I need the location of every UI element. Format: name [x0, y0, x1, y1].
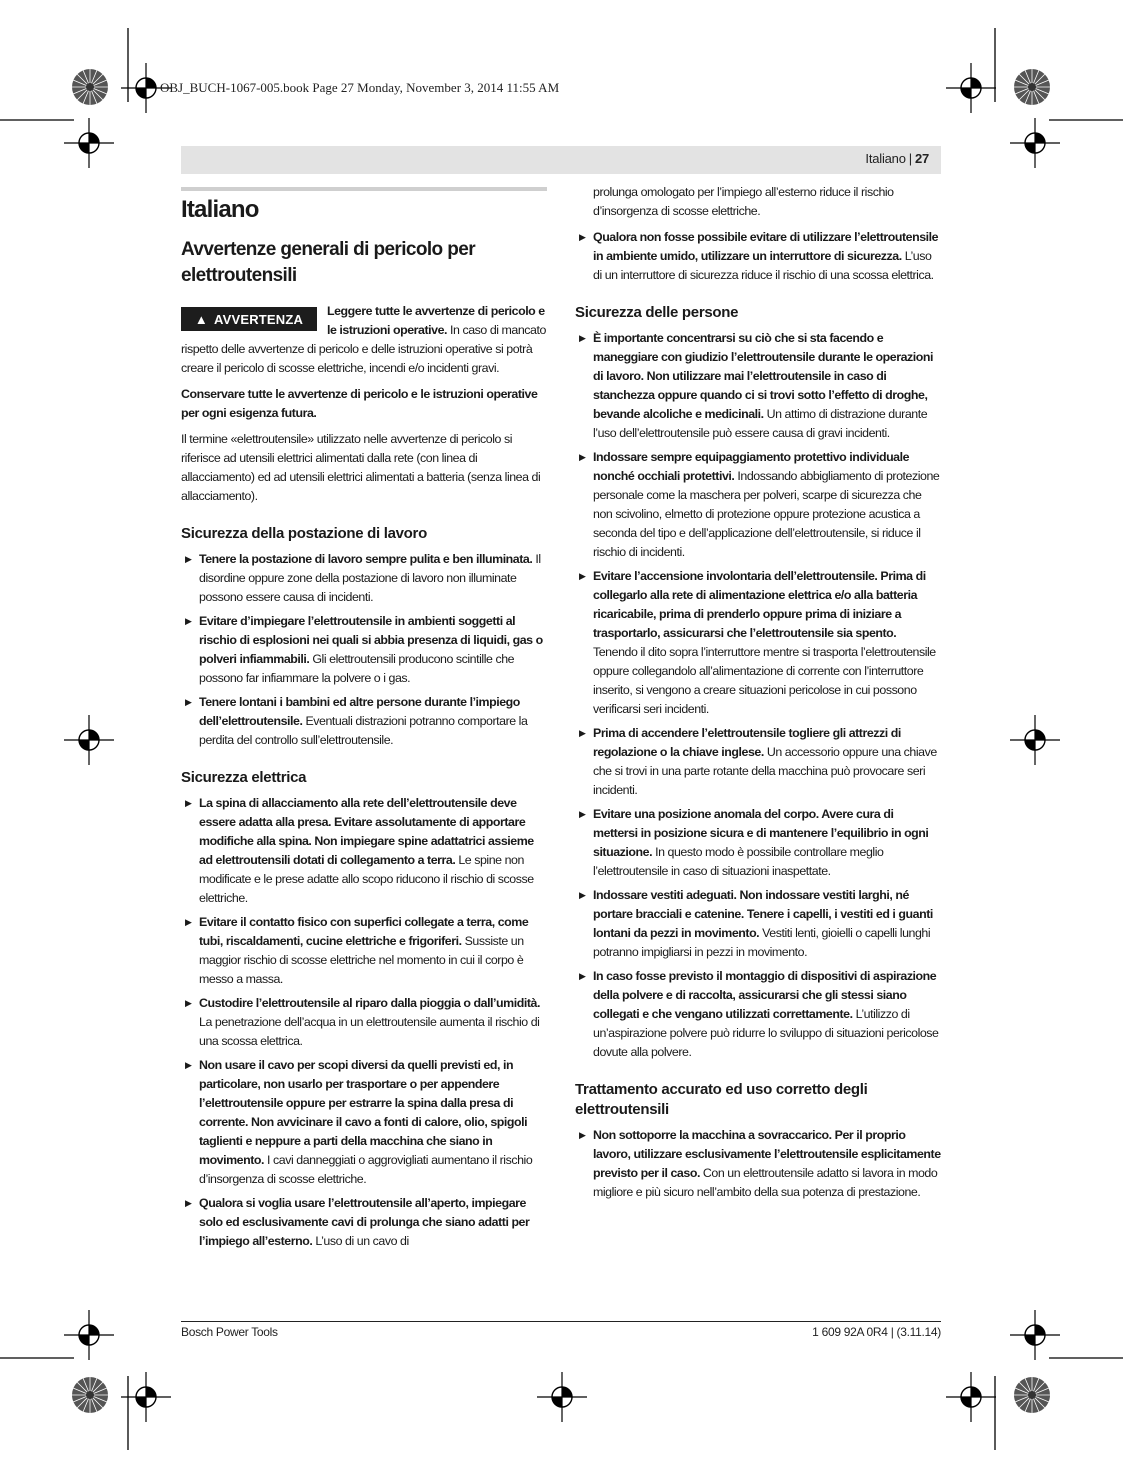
footer-doc-number: 1 609 92A 0R4 | (3.11.14) [812, 1325, 941, 1339]
item-text: Gli elettroutensili producono scintille che possono far infiammare la polvere o i gas. [199, 652, 515, 685]
registration-target-icon [1010, 1310, 1060, 1360]
list-item [575, 805, 941, 881]
list-item [181, 550, 547, 607]
footer-rule [181, 1321, 941, 1322]
workplace-safety-title: Sicurezza della postazione di lavoro [181, 525, 427, 542]
list-item [181, 693, 547, 750]
color-star-target-icon [1012, 67, 1052, 107]
item-bold: Indossare sempre equipaggiamento protettivo individuale nonché occhiali protettivi. [593, 450, 910, 483]
registration-target-icon [537, 1372, 587, 1422]
item-bold: Non usare il cavo per scopi diversi da quelli previsti ed, in particolare, non usarlo per trasportare o per appendere l’elettroutensile oppure per estrarre la spina dalla presa di corrente. Non avvicinare il cavo a fonti di calore, olio, spigoli taglienti e neppure a parti della macchina che siano in movimento. [199, 1058, 528, 1167]
list-item [181, 794, 547, 908]
list-item [575, 886, 941, 962]
title-rule [181, 187, 547, 191]
warning-bold: Leggere tutte le avvertenze di pericolo e le istruzioni operative. [327, 304, 545, 337]
item-text: Un accessorio oppure una chiave che si trovi in una parte rotante della macchina può provocare seri incidenti. [593, 745, 937, 797]
item-bold: Tenere lontani i bambini ed altre persone durante l’impiego dell’elettroutensile. [199, 695, 520, 728]
warning-badge [181, 307, 317, 331]
item-bold: La spina di allacciamento alla rete dell’elettroutensile deve essere adatta alla presa. Evitare assolutamente di apportare modifiche alla spina. Non impiegare spine adattatrici assieme ad elettroutensili dotati di collegamento a terra. [199, 796, 534, 867]
continued-text: prolunga omologato per l’impiego all’esterno riduce il rischio d’insorgenza di scosse elettriche. [593, 185, 894, 218]
list-item [181, 612, 547, 688]
item-text: Le spine non modificate e le prese adatte allo scopo riducono il rischio di scosse elettriche. [199, 853, 534, 905]
item-bold: Custodire l’elettroutensile al riparo dalla pioggia o dall’umidità. [199, 996, 540, 1010]
list-item [575, 1126, 941, 1202]
page-title: Italiano [181, 196, 259, 223]
list-item [181, 1056, 547, 1189]
item-bold: Evitare l’accensione involontaria dell’elettroutensile. Prima di collegarlo alla rete di alimentazione elettrica e/o alla batteria ricaricabile, prima di prenderlo oppure prima di iniziare a trasportarlo, assicurarsi che l’elettroutensile sia spento. [593, 569, 926, 640]
list-item [181, 994, 547, 1051]
warning-label: AVVERTENZA [213, 311, 304, 327]
registration-target-icon [64, 118, 114, 168]
item-text: L’uso di un interruttore di sicurezza riduce il rischio di una scossa elettrica. [593, 249, 934, 282]
registration-target-icon [1010, 715, 1060, 765]
color-star-target-icon [1012, 1375, 1052, 1415]
footer-brand: Bosch Power Tools [181, 1325, 278, 1339]
personal-safety-title: Sicurezza delle persone [575, 304, 739, 321]
handling-title: Trattamento accurato ed uso corretto degli elettroutensili [575, 1081, 868, 1118]
list-item [575, 228, 941, 285]
item-text: Il disordine oppure zone della postazione di lavoro non illuminate possono essere causa di incidenti. [199, 552, 541, 604]
term-definition-note: Il termine «elettroutensile» utilizzato nelle avvertenze di pericolo si riferisce ad utensili elettrici alimentati dalla rete (con linea di allacciamento) ed ad utensili elettrici alimentati a batteria (senza linea di allacciamento). [181, 432, 541, 503]
page-number: 27 [914, 151, 929, 166]
list-item [575, 448, 941, 562]
keep-instructions-note: Conservare tutte le avvertenze di pericolo e le istruzioni operative per ogni esigenza futura. [181, 387, 538, 420]
list-item [575, 724, 941, 800]
item-bold: Indossare vestiti adeguati. Non indossare vestiti larghi, né portare bracciali e catenine. Tenere i capelli, i vestiti ed i guanti lontani da pezzi in movimento. [593, 888, 933, 940]
registration-target-icon [1010, 118, 1060, 168]
header-separator: | [908, 151, 912, 166]
item-text: Eventuali distrazioni potranno comportare la perdita del controllo sull’elettroutensile. [199, 714, 528, 747]
item-text: Sussiste un maggior rischio di scosse elettriche nel momento in cui il corpo è messo a massa. [199, 934, 524, 986]
section-title: Avvertenze generali di pericolo per elettroutensili [181, 239, 476, 286]
list-item [575, 967, 941, 1062]
item-bold: Evitare una posizione anomala del corpo. Avere cura di mettersi in posizione sicura e di mantenere l’equilibrio in ogni situazione. [593, 807, 929, 859]
list-item [575, 329, 941, 443]
registration-target-icon [121, 1372, 171, 1422]
header-language: Italiano [865, 151, 906, 166]
list-item [181, 1194, 547, 1251]
item-text: Con un elettroutensile adatto si lavora in modo migliore e più sicuro nell’ambito della sua potenza di prestazione. [593, 1166, 938, 1199]
registration-target-icon [64, 1310, 114, 1360]
item-text: Vestiti lenti, gioielli o capelli lunghi potranno impigliarsi in pezzi in movimento. [593, 926, 931, 959]
item-text: In questo modo è possibile controllare meglio l’elettroutensile in caso di situazioni inaspettate. [593, 845, 884, 878]
print-slug: OBJ_BUCH-1067-005.book Page 27 Monday, November 3, 2014 11:55 AM [160, 80, 560, 95]
warning-block [181, 302, 547, 378]
item-bold: In caso fosse previsto il montaggio di dispositivi di aspirazione della polvere e di raccolta, assicurarsi che gli stessi siano collegati e che vengano utilizzati correttamente. [593, 969, 937, 1021]
electrical-safety-title: Sicurezza elettrica [181, 769, 307, 786]
item-text: La penetrazione dell’acqua in un elettroutensile aumenta il rischio di una scossa elettrica. [199, 1015, 540, 1048]
item-bold: Non sottoporre la macchina a sovraccarico. Per il proprio lavoro, utilizzare esclusivamente l’elettroutensile esplicitamente previsto per il caso. [593, 1128, 941, 1180]
item-bold: Prima di accendere l’elettroutensile togliere gli attrezzi di regolazione o la chiave inglese. [593, 726, 901, 759]
item-bold: È importante concentrarsi su ciò che si sta facendo e maneggiare con giudizio l’elettroutensile durante le operazioni di lavoro. Non utilizzare mai l’elettroutensile in caso di stanchezza oppure quando ci si trovi sotto l’effetto di droghe, bevande alcoliche e medicinali. [593, 331, 933, 421]
item-text: Tenendo il dito sopra l’interruttore mentre si trasporta l’elettroutensile oppure collegandolo all’alimentazione di corrente con l’interruttore inserito, si vengono a creare situazioni pericolose in cui possono verificarsi seri incidenti. [593, 645, 936, 716]
item-bold: Tenere la postazione di lavoro sempre pulita e ben illuminata. [199, 552, 533, 566]
color-star-target-icon [70, 67, 110, 107]
warning-triangle-icon: ▲ [194, 311, 208, 327]
list-item [181, 913, 547, 989]
item-text: L’utilizzo di un’aspirazione polvere può ridurre lo sviluppo di situazioni pericolose dovute alla polvere. [593, 1007, 939, 1059]
left-column [181, 190, 547, 1256]
warning-text: In caso di mancato rispetto delle avvertenze di pericolo e delle istruzioni operative si potrà creare il pericolo di scosse elettriche, incendi e/o incidenti gravi. [181, 323, 546, 375]
registration-target-icon [64, 715, 114, 765]
header-page-info [865, 151, 929, 166]
list-item [575, 567, 941, 719]
item-text: Indossando abbigliamento di protezione personale come la maschera per polveri, scarpe di sicurezza che non scivolino, elmetto di protezione oppure protezione acustica a seconda del tipo e dell’applicazione dell’elettroutensile, si riduce il rischio di incidenti. [593, 469, 940, 559]
item-bold: Evitare il contatto fisico con superfici collegate a terra, come tubi, riscaldamenti, cucine elettriche e frigoriferi. [199, 915, 529, 948]
item-text: L’uso di un cavo di [312, 1234, 409, 1248]
right-column [575, 183, 941, 1207]
color-star-target-icon [70, 1375, 110, 1415]
registration-target-icon [946, 63, 996, 113]
item-text: Un attimo di distrazione durante l’uso dell’elettroutensile può essere causa di gravi incidenti. [593, 407, 928, 440]
page-header [181, 146, 941, 174]
item-bold: Qualora non fosse possibile evitare di utilizzare l’elettroutensile in ambiente umido, utilizzare un interruttore di sicurezza. [593, 230, 939, 263]
item-bold: Evitare d’impiegare l’elettroutensile in ambienti soggetti al rischio di esplosioni nei quali si abbia presenza di liquidi, gas o polveri infiammabili. [199, 614, 543, 666]
item-bold: Qualora si voglia usare l’elettroutensile all’aperto, impiegare solo ed esclusivamente cavi di prolunga che siano adatti per l’impiego all’esterno. [199, 1196, 530, 1248]
registration-target-icon [946, 1372, 996, 1422]
item-text: I cavi danneggiati o aggrovigliati aumentano il rischio d’insorgenza di scosse elettriche. [199, 1153, 533, 1186]
